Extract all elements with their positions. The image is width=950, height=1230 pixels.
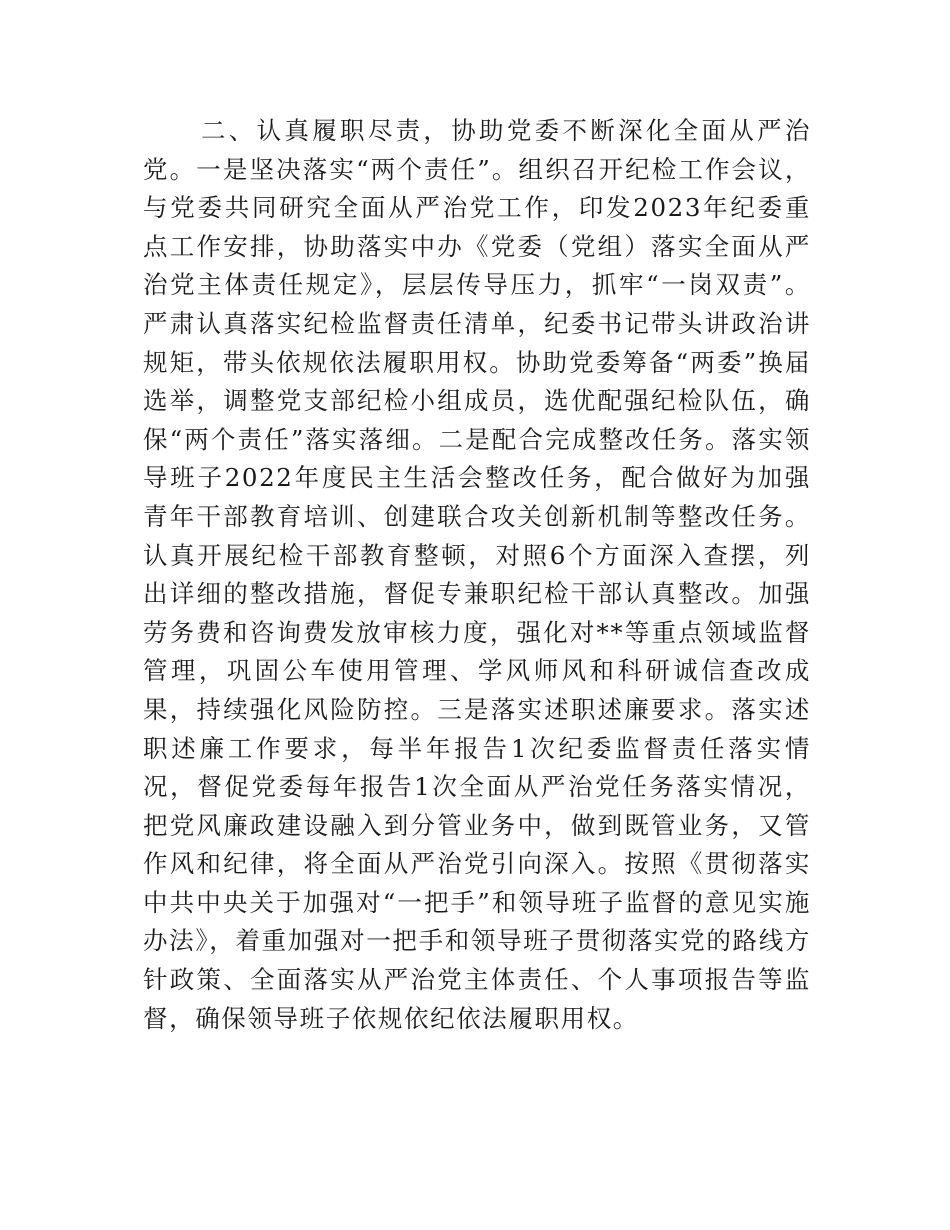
body-paragraph: 二、认真履职尽责，协助党委不断深化全面从严治党。一是坚决落实“两个责任”。组织召开纪检工作会议，与党委共同研究全面从严治党工作，印发2023年纪委重点工作安排，协助落实中办《党委（党组）落实全面从严治党主体责任规定》，层层传导压力，抓牢“一岗双责”。严肃认真落实纪检监督责任清单，纪委书记带头讲政治讲规矩，带头依规依法履职用权。协助党委筹备“两委”换届选举，调整党支部纪检小组成员，选优配强纪检队伍，确保“两个责任”落实落细。二是配合完成整改任务。落实领导班子2022年度民主生活会整改任务，配合做好为加强青年干部教育培训、创建联合攻关创新机制等整改任务。认真开展纪检干部教育整顿，对照6个方面深入查摆，列出详细的整改措施，督促专兼职纪检干部认真整改。加强劳务费和咨询费发放审核力度，强化对**等重点领域监督管理，巩固公车使用管理、学风师风和科研诚信查改成果，持续强化风险防控。三是落实述职述廉要求。落实述职述廉工作要求，每半年报告1次纪委监督责任落实情况，督促党委每年报告1次全面从严治党任务落实情况，把党风廉政建设融入到分管业务中，做到既管业务，又管作风和纪律，将全面从严治党引向深入。按照《贯彻落实中共中央关于加强对“一把手”和领导班子监督的意见实施办法》，着重加强对一把手和领导班子贯彻落实党的路线方针政策、全面落实从严治党主体责任、个人事项报告等监督，确保领导班子依规依纪依法履职用权。 [143,116,811,1033]
